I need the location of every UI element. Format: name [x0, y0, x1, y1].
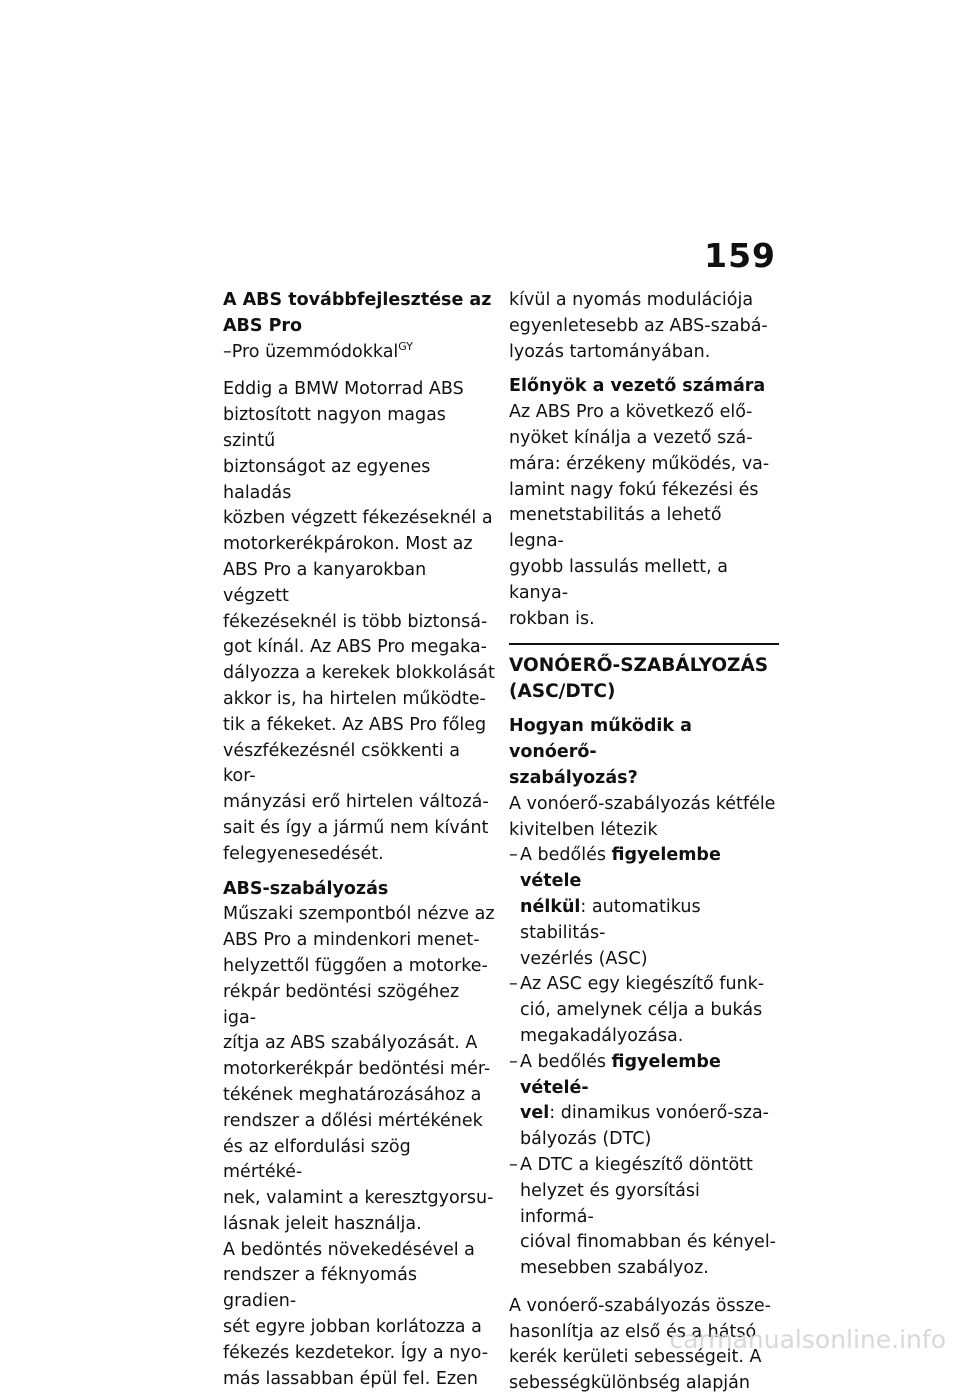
right-column [509, 288, 779, 1397]
text-line: más lassabban épül fel. Ezen [223, 1368, 478, 1389]
text-line: nek, valamint a keresztgyorsu- [223, 1188, 494, 1209]
text-line: menetstabilitás a lehető legna- [509, 505, 722, 552]
text-line: got kínál. Az ABS Pro megaka- [223, 637, 487, 658]
text-line: Műszaki szempontból nézve az [223, 904, 495, 925]
paragraph [223, 1238, 495, 1393]
feature-list [509, 843, 779, 1282]
text-line: zítja az ABS szabályozását. A [223, 1033, 478, 1054]
text-line: mára: érzékeny működés, va- [509, 453, 770, 474]
list-item: – A bedőlés figyelembe vétele nélkül: automatikus stabilitás- vezérlés (ASC) [509, 845, 721, 969]
text-line: sét egyre jobban korlátozza a [223, 1317, 482, 1338]
list-item: – Az ASC egy kiegészítő funk- ció, amelynek célja a bukás megakadályozása. [509, 974, 765, 1046]
text-line: és az elfordulási szög mértéké- [223, 1136, 411, 1183]
subheading: Hogyan működik a vonóerő- szabályozás? [509, 716, 692, 788]
text-line: közben végzett fékezéseknél a [223, 508, 493, 529]
text-line: tik a fékeket. Az ABS Pro főleg [223, 714, 487, 735]
text-line: lyozás tartományában. [509, 341, 711, 362]
section-title: VONÓERŐ-SZABÁLYOZÁS (ASC/DTC) [509, 655, 769, 703]
text-line: egyenletesebb az ABS-szabá- [509, 315, 768, 336]
text-line: kívül a nyomás modulációja [509, 290, 754, 310]
text-line: dályozza a kerekek blokkolását [223, 663, 495, 684]
list-item: – A bedőlés figyelembe vételé- vel: dinamikus vonóerő-sza- bályozás (DTC) [509, 1051, 769, 1150]
text-line: fékezéseknél is több biztonsá- [223, 611, 488, 632]
text-line: biztosított nagyon magas szintű [223, 405, 446, 451]
text-line: gyobb lassulás mellett, a kanya- [509, 556, 729, 603]
text-line: rékpár bedöntési szögéhez iga- [223, 981, 460, 1028]
text-line: hasonlítja az első és a hátsó [509, 1321, 757, 1342]
list-item: – A DTC a kiegészítő döntött helyzet és gyorsítási informá- cióval finomabban és kényel- mesebben szabályoz. [509, 1154, 776, 1279]
paragraph [509, 288, 779, 365]
text-line: motorkerékpárokon. Most az [223, 534, 473, 555]
text-line: vészfékezésnél csökkenti a kor- [223, 740, 460, 787]
text-line: tékének meghatározásához a [223, 1084, 482, 1105]
paragraph [509, 792, 779, 844]
text-line: A vonóerő-szabályozás össze- [509, 1295, 771, 1316]
text-line: kivitelben létezik [509, 819, 658, 840]
paragraph [223, 902, 495, 1237]
subheading: Előnyök a vezető számára [509, 376, 766, 397]
text-line: felegyenesedését. [223, 843, 384, 864]
text-line: motorkerékpár bedöntési mér- [223, 1059, 491, 1080]
text-line: mányzási erő hirtelen változá- [223, 792, 489, 813]
text-line: nyöket kínálja a vezető szá- [509, 427, 753, 448]
paragraph [509, 400, 779, 632]
text-line: rendszer a féknyomás gradien- [223, 1265, 417, 1312]
footer-watermark: carmanualsonline.info [669, 1325, 946, 1354]
country-code-sup: GY [398, 339, 413, 353]
section-divider [509, 643, 779, 645]
text-line: ABS Pro a mindenkori menet- [223, 930, 480, 951]
text-line: rokban is. [509, 608, 595, 629]
text-line: lásnak jeleit használja. [223, 1213, 422, 1234]
text-line: sait és így a jármű nem kívánt [223, 817, 489, 838]
section-subtitle: –Pro üzemmódokkal$^{GY}$ [223, 339, 413, 362]
text-line: A bedöntés növekedésével a [223, 1239, 475, 1260]
page-number: 159 [704, 236, 776, 275]
text-line: A vonóerő-szabályozás kétféle [509, 793, 776, 814]
text-line: akkor is, ha hirtelen működte- [223, 688, 486, 709]
paragraph [223, 377, 495, 867]
left-column [223, 288, 495, 1392]
text-line: rendszer a dőlési mértékének [223, 1110, 483, 1131]
text-line: lamint nagy fokú fékezési és [509, 479, 759, 500]
text-line: sebességkülönbség alapján [509, 1373, 750, 1394]
text-line: Az ABS Pro a következő elő- [509, 402, 753, 423]
text-line: fékezés kezdetekor. Így a nyo- [223, 1342, 489, 1363]
text-line: helyzettől függően a motorke- [223, 955, 488, 976]
subheading: ABS-szabályozás [223, 878, 389, 899]
text-line: ABS Pro a kanyarokban végzett [223, 559, 427, 606]
section-heading: A ABS továbbfejlesztése az ABS Pro [223, 290, 492, 336]
text-line: Eddig a BMW Motorrad ABS [223, 379, 464, 400]
text-line: kerék kerületi sebességeit. A [509, 1347, 762, 1368]
text-line: biztonságot az egyenes haladás [223, 456, 431, 503]
